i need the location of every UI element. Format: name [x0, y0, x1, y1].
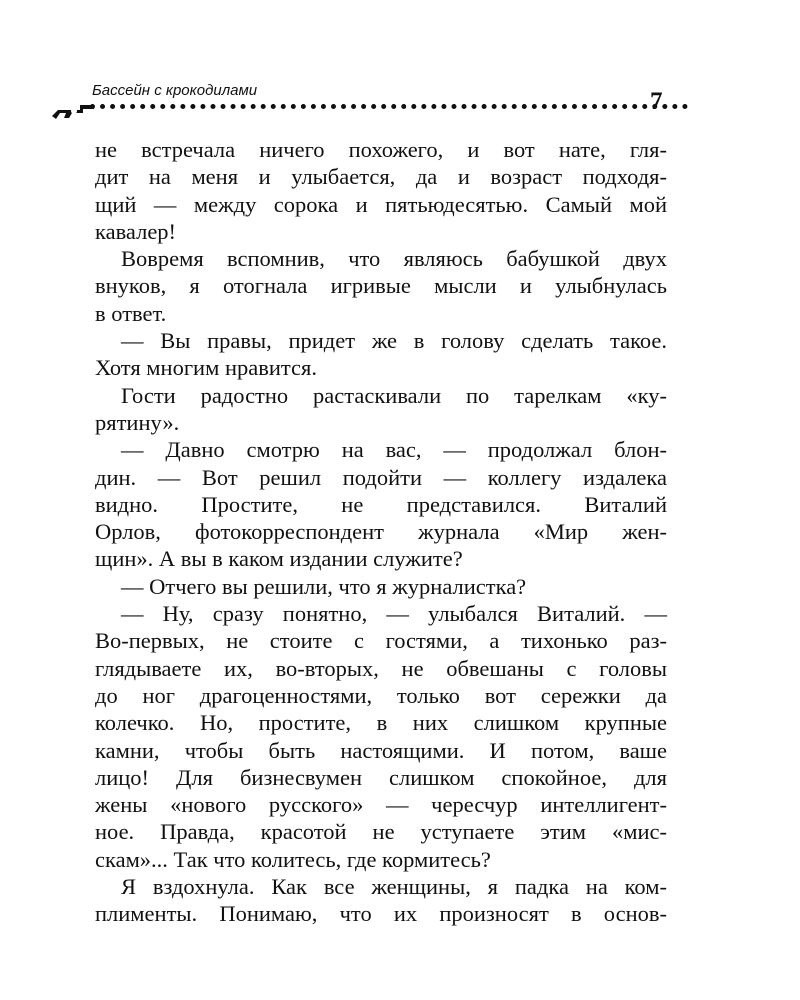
- text-line: Орлов, фотокорреспондент журнала «Мир жен-: [95, 519, 667, 545]
- text-line: — Вы правы, придет же в голову сделать такое.: [121, 328, 667, 354]
- book-title: Бассейн с крокодилами: [92, 82, 258, 99]
- text-line: Гости радостно растаскивали по тарелкам «ку-: [121, 382, 667, 408]
- text-line: щин». А вы в каком издании служите?: [95, 546, 463, 572]
- text-line: ное. Правда, красотой не уступаете этим «мис-: [95, 819, 667, 845]
- text-line: Во-первых, не стоите с гостями, а тихонько раз-: [95, 628, 667, 654]
- text-line: Я вздохнула. Как все женщины, я падка на ком-: [121, 874, 667, 900]
- text-line: Хотя многим нравится.: [95, 355, 317, 381]
- header-dotted-rule: [90, 104, 688, 109]
- text-line: дит на меня и улыбается, да и возраст подходя-: [95, 164, 667, 190]
- text-line: кавалер!: [95, 218, 177, 244]
- text-line: не встречала ничего похожего, и вот нате, гля-: [95, 137, 667, 162]
- text-line: глядываете их, во-вторых, не обвешаны с головы: [95, 655, 667, 681]
- text-line: видно. Простите, не представился. Виталий: [95, 491, 667, 517]
- text-line: рятину».: [95, 409, 180, 435]
- text-line: — Ну, сразу понятно, — улыбался Виталий. —: [121, 601, 667, 627]
- text-line: внуков, я отогнала игривые мысли и улыбнулась: [95, 273, 667, 299]
- body-text: [95, 136, 667, 928]
- page-number: 7: [650, 88, 663, 115]
- running-header: [50, 78, 670, 128]
- text-line: — Давно смотрю на вас, — продолжал блон-: [121, 437, 667, 463]
- text-line: Вовремя вспомнив, что являюсь бабушкой двух: [121, 246, 667, 272]
- text-line: плименты. Понимаю, что их произносят в основ-: [95, 901, 667, 927]
- text-line: дин. — Вот решил подойти — коллегу издалека: [95, 464, 667, 490]
- text-line: камни, чтобы быть настоящими. И потом, ваше: [95, 737, 667, 763]
- text-line: щий — между сорока и пятьюдесятью. Самый мой: [95, 191, 667, 217]
- text-line: колечко. Но, простите, в них слишком крупные: [95, 710, 667, 736]
- text-line: в ответ.: [95, 300, 167, 326]
- revolver-icon: [50, 96, 96, 122]
- text-line: — Отчего вы решили, что я журналистка?: [121, 573, 527, 599]
- text-line: лицо! Для бизнесвумен слишком спокойное, для: [95, 764, 667, 790]
- text-line: скам»... Так что колитесь, где кормитесь?: [95, 846, 491, 872]
- text-line: до ног драгоценностями, только вот сережки да: [95, 682, 667, 708]
- text-line: жены «нового русского» — чересчур интеллигент-: [95, 792, 667, 818]
